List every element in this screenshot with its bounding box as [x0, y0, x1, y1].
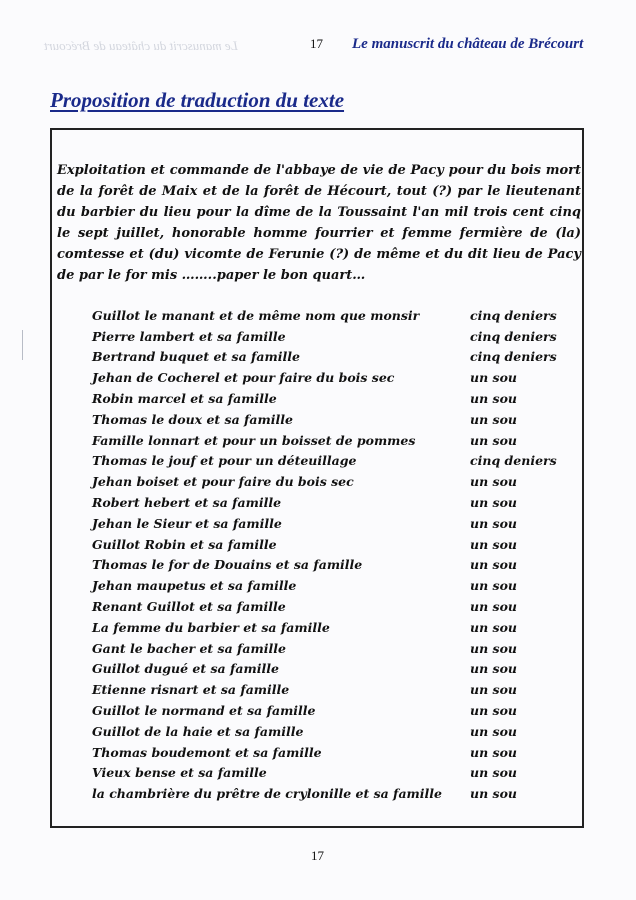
- intro-paragraph: Exploitation et commande de l'abbaye de vie de Pacy pour du bois mort de la forêt de Maix et de la forêt de Hécourt, tout (?) par le lieutenant du barbier du lieu pour la dîme de la Toussaint l'an mil trois cent cinq le sept juillet, honorable homme fourrier et femme fermière de (la) comtesse et (du) vicomte de Ferunie (?) de même et du dit lieu de Pacy de par le for mis ……..paper le bon quart…: [57, 163, 581, 283]
- entry-name: Guillot le manant et de même nom que monsir: [92, 307, 420, 323]
- list-item: [92, 347, 562, 368]
- entry-name: Guillot de la haie et sa famille: [92, 723, 304, 739]
- entry-name: Jehan maupetus et sa famille: [92, 578, 297, 594]
- list-item: [92, 367, 562, 388]
- entry-amount: un sou: [470, 370, 517, 386]
- entry-amount: un sou: [470, 765, 517, 781]
- entry-amount: cinq deniers: [470, 349, 557, 365]
- entry-amount: cinq deniers: [470, 328, 557, 344]
- list-item: [92, 492, 562, 513]
- footer-page-number: 17: [311, 848, 324, 863]
- entry-name: Robert hebert et sa famille: [92, 495, 282, 511]
- list-item: [92, 305, 562, 326]
- list-item: [92, 721, 562, 742]
- entry-name: la chambrière du prêtre de crylonille et sa famille: [92, 786, 442, 802]
- list-item: [92, 638, 562, 659]
- entry-amount: un sou: [470, 744, 517, 760]
- entry-name: Jehan le Sieur et sa famille: [92, 515, 282, 531]
- bleed-through-header: Le manuscrit du château de Brécourt: [44, 38, 238, 53]
- entry-amount: un sou: [470, 786, 517, 802]
- entry-amount: un sou: [470, 578, 517, 594]
- entry-name: Etienne risnart et sa famille: [92, 682, 290, 698]
- entry-amount: un sou: [470, 661, 517, 677]
- entry-name: Guillot Robin et sa famille: [92, 536, 277, 552]
- entry-amount: un sou: [470, 682, 517, 698]
- entries-list: [92, 305, 562, 804]
- list-item: [92, 742, 562, 763]
- entry-name: Robin marcel et sa famille: [92, 391, 277, 407]
- list-item: [92, 451, 562, 472]
- entry-name: Bertrand buquet et sa famille: [92, 349, 300, 365]
- entry-amount: cinq deniers: [470, 453, 557, 469]
- entry-name: Thomas le doux et sa famille: [92, 411, 293, 427]
- list-item: [92, 763, 562, 784]
- entry-name: Thomas boudemont et sa famille: [92, 744, 322, 760]
- entry-name: Renant Guillot et sa famille: [92, 599, 286, 615]
- entry-amount: un sou: [470, 723, 517, 739]
- list-item: [92, 659, 562, 680]
- entry-name: Famille lonnart et pour un boisset de pommes: [92, 432, 416, 448]
- list-item: [92, 471, 562, 492]
- entry-amount: cinq deniers: [470, 307, 557, 323]
- list-item: [92, 388, 562, 409]
- entry-amount: un sou: [470, 515, 517, 531]
- entry-amount: un sou: [470, 495, 517, 511]
- entry-amount: un sou: [470, 640, 517, 656]
- list-item: [92, 617, 562, 638]
- entry-amount: un sou: [470, 599, 517, 615]
- entry-name: Guillot le normand et sa famille: [92, 703, 316, 719]
- entry-name: Vieux bense et sa famille: [92, 765, 267, 781]
- list-item: [92, 783, 562, 804]
- list-item: [92, 679, 562, 700]
- running-title: Le manuscrit du château de Brécourt: [352, 36, 584, 52]
- margin-mark: [22, 330, 23, 360]
- entry-name: Jehan boiset et pour faire du bois sec: [92, 474, 354, 490]
- entry-name: Thomas le jouf et pour un déteuillage: [92, 453, 357, 469]
- entry-amount: un sou: [470, 411, 517, 427]
- list-item: [92, 596, 562, 617]
- entry-amount: un sou: [470, 536, 517, 552]
- list-item: [92, 430, 562, 451]
- list-item: [92, 513, 562, 534]
- entry-name: Pierre lambert et sa famille: [92, 328, 286, 344]
- list-item: [92, 575, 562, 596]
- list-item: [92, 534, 562, 555]
- entry-name: Jehan de Cocherel et pour faire du bois sec: [92, 370, 395, 386]
- entry-amount: un sou: [470, 432, 517, 448]
- entry-name: Gant le bacher et sa famille: [92, 640, 286, 656]
- entry-amount: un sou: [470, 474, 517, 490]
- entry-amount: un sou: [470, 703, 517, 719]
- list-item: [92, 326, 562, 347]
- section-title: Proposition de traduction du texte: [50, 88, 345, 112]
- entry-amount: un sou: [470, 391, 517, 407]
- list-item: [92, 555, 562, 576]
- entry-amount: un sou: [470, 557, 517, 573]
- entry-name: Guillot dugué et sa famille: [92, 661, 279, 677]
- entry-name: Thomas le for de Douains et sa famille: [92, 557, 363, 573]
- list-item: [92, 409, 562, 430]
- entry-name: La femme du barbier et sa famille: [92, 619, 330, 635]
- list-item: [92, 700, 562, 721]
- entry-amount: un sou: [470, 619, 517, 635]
- header-page-number: 17: [310, 36, 323, 51]
